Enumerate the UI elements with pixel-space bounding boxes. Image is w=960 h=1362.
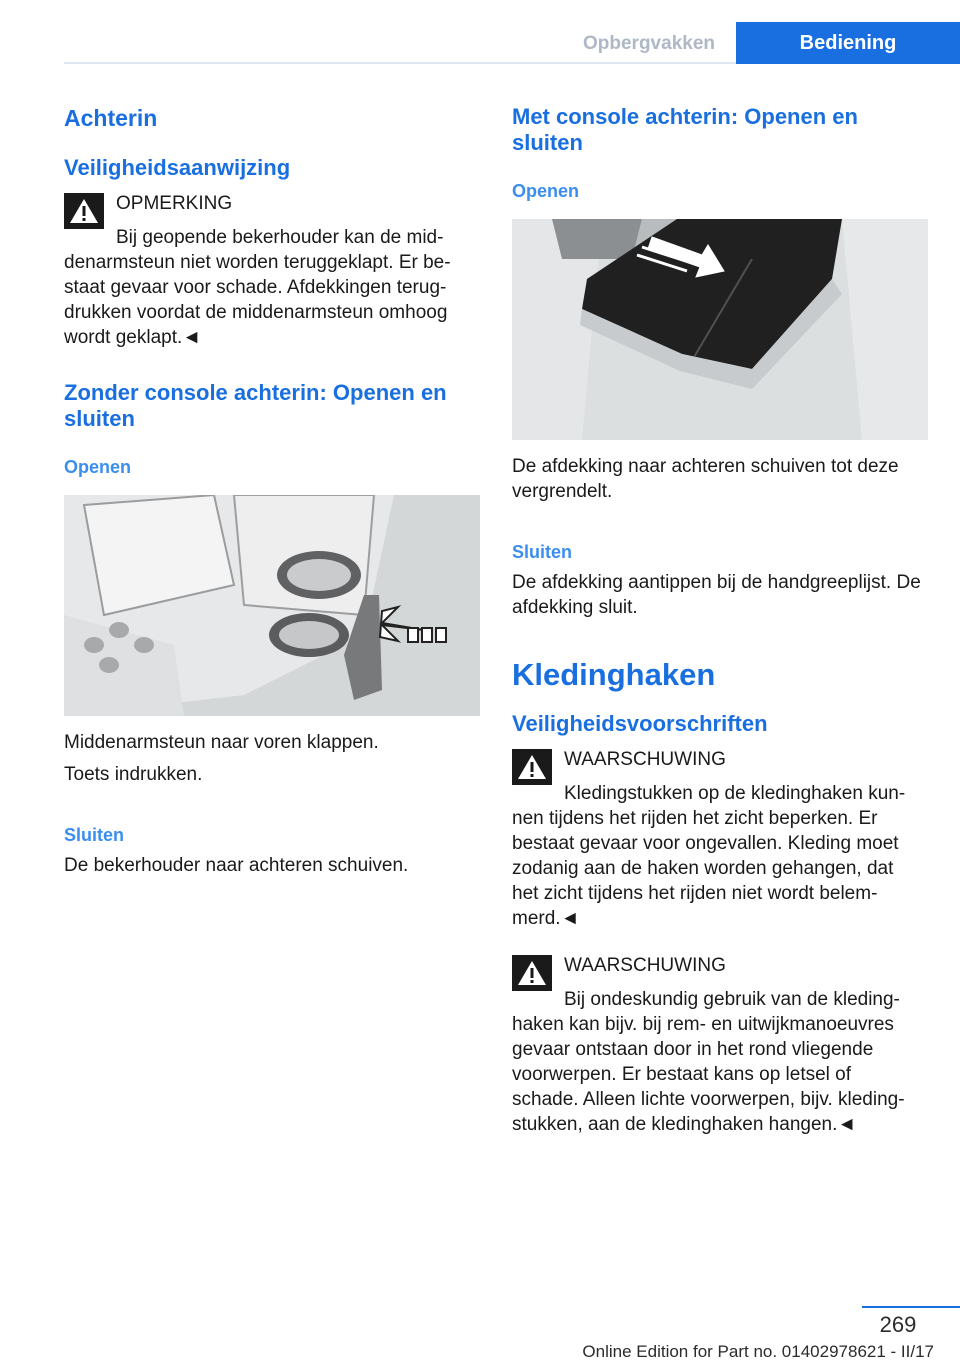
heading-achterin: Achterin xyxy=(64,105,158,131)
warning-note-3 xyxy=(512,953,928,1137)
edition-note: Online Edition for Part no. 01402978621 - II/17 xyxy=(582,1342,934,1361)
heading-sluiten: Sluiten xyxy=(512,542,573,562)
heading-safety-notice: Veiligheidsaanwijzing xyxy=(64,155,291,180)
warning-text: haken kan bijv. bij rem- en uitwijkmanoeuvres gevaar ontstaan door in het rond vliegende voorwerpen. Er bestaat kans op letsel of schade. Alleen lichte voorwerpen, bijv. kleding- stukken, aan de kledinghaken hangen.◄ xyxy=(512,1014,905,1135)
openen-text: De afdekking naar achteren schuiven tot deze vergrendelt. xyxy=(512,456,899,502)
warning-title: WAARSCHUWING xyxy=(564,955,726,976)
right-column xyxy=(512,100,928,1137)
heading-openen: Openen xyxy=(64,457,132,477)
page-number: 269 xyxy=(879,1312,917,1337)
warning-triangle-icon xyxy=(64,193,104,229)
warning-text: nen tijdens het rijden het zicht beperken. Er bestaat gevaar voor ongevallen. Kleding moet zodanig aan de haken worden gehangen, dat het zicht tijdens het rijden niet wordt belem- merd.◄ xyxy=(512,808,899,929)
sluiten-text: De bekerhouder naar achteren schuiven. xyxy=(64,855,409,876)
left-column xyxy=(64,100,480,878)
heading-safety-rules: Veiligheidsvoorschriften xyxy=(512,711,768,736)
warning-note-1 xyxy=(64,191,480,350)
heading-openen: Openen xyxy=(512,181,580,201)
warning-title: WAARSCHUWING xyxy=(564,749,726,770)
warning-triangle-icon xyxy=(512,749,552,785)
footer-rule xyxy=(862,1306,960,1308)
warning-text-first-line: Bij ondeskundig gebruik van de kleding- xyxy=(564,989,900,1010)
heading-sluiten: Sluiten xyxy=(64,825,125,845)
warning-text-first-line: Kledingstukken op de kledinghaken kun- xyxy=(564,783,906,804)
step-press-button: Toets indrukken. xyxy=(64,764,203,785)
warning-note-2 xyxy=(512,747,928,931)
warning-title: OPMERKING xyxy=(116,193,233,214)
warning-triangle-icon xyxy=(512,955,552,991)
warning-text-first-line: Bij geopende bekerhouder kan de mid- xyxy=(116,227,444,248)
cupholder-illustration xyxy=(64,495,480,716)
sluiten-text: De afdekking aantippen bij de handgreeplijst. De afdekking sluit. xyxy=(512,572,921,618)
header-chapter-tab[interactable]: Bediening xyxy=(736,22,960,64)
warning-text: denarmsteun niet worden teruggeklapt. Er be- staat gevaar voor schade. Afdekkingen terug- drukken voordat de middenarmsteun omhoog wordt geklapt.◄ xyxy=(64,252,451,348)
header-section-tab[interactable]: Opbergvakken xyxy=(583,33,715,54)
heading-met-console: Met console achterin: Openen en sluiten xyxy=(512,104,858,155)
console-cover-illustration xyxy=(512,219,928,440)
heading-zonder-console: Zonder console achterin: Openen en sluiten xyxy=(64,380,447,431)
step-fold-armrest: Middenarmsteun naar voren klappen. xyxy=(64,732,379,753)
heading-kledinghaken: Kledinghaken xyxy=(512,657,716,692)
